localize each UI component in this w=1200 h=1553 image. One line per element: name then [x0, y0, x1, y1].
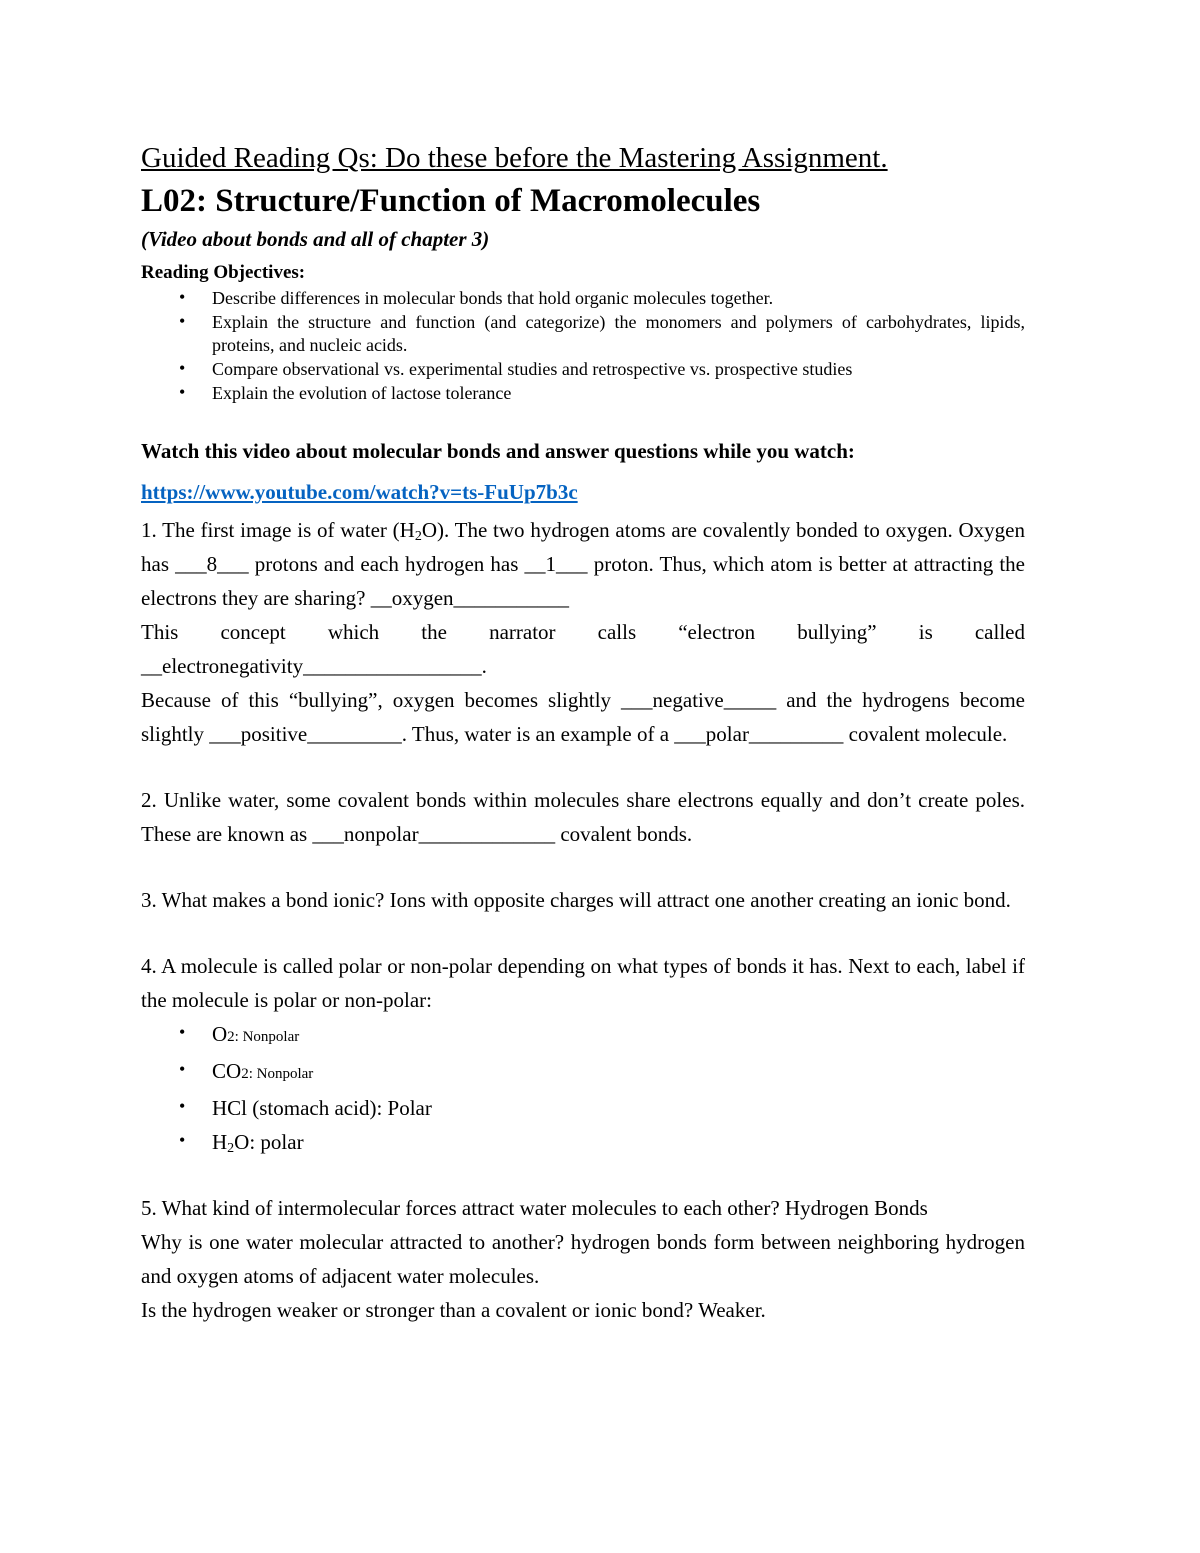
question-3: 3. What makes a bond ionic? Ions with opposite charges will attract one another creating an ionic bond. [141, 888, 1011, 912]
objective-item: • Compare observational vs. experimental studies and retrospective vs. prospective studies [141, 358, 1025, 381]
question-5: 5. What kind of intermolecular forces attract water molecules to each other? Hydrogen Bonds [141, 1196, 928, 1220]
video-instruction: Watch this video about molecular bonds and answer questions while you watch: [141, 439, 855, 463]
molecule-item-h2o: • $H_2O$: polar [141, 1125, 1025, 1159]
objectives-list [141, 287, 1025, 405]
objectives-heading: Reading Objectives: [141, 262, 306, 283]
objective-item: • Describe differences in molecular bonds that hold organic molecules together. [141, 287, 1025, 310]
molecule-item-co2: • CO2: Nonpolar [141, 1054, 1025, 1091]
question-2: 2. Unlike water, some covalent bonds within molecules share electrons equally and don’t create poles. These are known as ___nonpolar_____________ covalent bonds. [141, 788, 1025, 846]
molecule-item-o2: • O2: Nonpolar [141, 1017, 1025, 1054]
objective-item: • Explain the evolution of lactose tolerance [141, 382, 1025, 405]
objective-item: • Explain the structure and function (and categorize) the monomers and polymers of carbohydrates, lipids, proteins, and nucleic acids. [141, 311, 1025, 357]
question-4: 4. A molecule is called polar or non-polar depending on what types of bonds it has. Next to each, label if the molecule is polar or non-polar: [141, 954, 1025, 1012]
question-5-why: Why is one water molecular attracted to another? hydrogen bonds form between neighboring hydrogen and oxygen atoms of adjacent water molecules. [141, 1230, 1025, 1288]
question-5-strength: Is the hydrogen weaker or stronger than a covalent or ionic bond? Weaker. [141, 1298, 766, 1322]
document-title: L02: Structure/Function of Macromolecules [141, 183, 761, 219]
molecule-item-hcl: • HCl (stomach acid): Polar [141, 1091, 1025, 1125]
video-link[interactable]: https://www.youtube.com/watch?v=ts-FuUp7b3c [141, 480, 578, 504]
question-1-concept: This concept which the narrator calls “electron bullying” is called __electronegativity_________________. [141, 620, 1025, 678]
molecule-list [141, 1017, 1025, 1159]
question-1-charges: Because of this “bullying”, oxygen becomes slightly ___negative_____ and the hydrogens become slightly ___positive_________. Thus, water is an example of a ___polar_________ covalent molecule. [141, 688, 1025, 746]
document-page [141, 138, 1025, 1327]
document-subtitle: (Video about bonds and all of chapter 3) [141, 227, 490, 251]
instruction-heading: Guided Reading Qs: Do these before the Mastering Assignment. [141, 142, 888, 174]
question-1: 1. The first image is of water $(H_2O)$. The two hydrogen atoms are covalently bonded to oxygen. Oxygen has ___8___ protons and each hydrogen has __1___ proton. Thus, which atom is better at attracting the electrons they are sharing? __oxygen___________ [141, 518, 1026, 610]
